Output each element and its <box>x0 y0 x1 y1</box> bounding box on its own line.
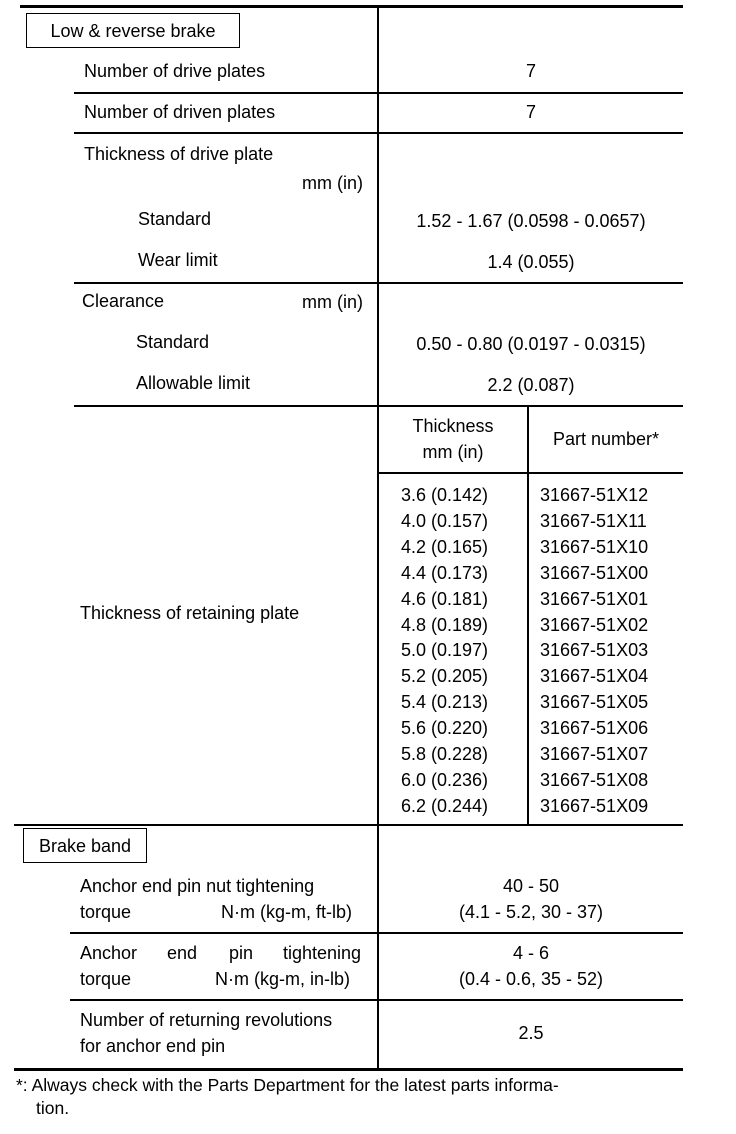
row-divider <box>74 405 683 407</box>
retaining-part-number: 31667-51X08 <box>540 770 649 790</box>
section-divider <box>14 824 683 826</box>
returning-revs-label-line1: Number of returning revolutions <box>80 1010 333 1030</box>
retaining-part-number: 31667-51X05 <box>540 692 649 712</box>
retaining-col-thickness-header: Thickness <box>412 416 494 436</box>
row-divider <box>70 932 683 934</box>
retaining-part-number: 31667-51X04 <box>540 666 649 686</box>
retaining-part-number: 31667-51X10 <box>540 537 649 557</box>
drive-plates-value: 7 <box>525 61 536 81</box>
retaining-thickness-value: 5.2 (0.205) <box>401 666 489 686</box>
subtable-header-divider <box>378 472 683 474</box>
clearance-label: Clearance <box>82 291 165 311</box>
retaining-part-number: 31667-51X01 <box>540 589 649 609</box>
row-divider <box>74 282 683 284</box>
row-divider <box>74 92 683 94</box>
top-rule <box>20 5 683 8</box>
pin-torque-word-anchor: Anchor <box>80 943 138 963</box>
pin-torque-value-line2: (0.4 - 0.6, 35 - 52) <box>458 969 604 989</box>
retaining-plate-label: Thickness of retaining plate <box>80 603 300 623</box>
retaining-thickness-value: 4.2 (0.165) <box>401 537 489 557</box>
subtable-column-divider <box>527 406 529 825</box>
nut-torque-label-unit: N·m (kg-m, ft-lb) <box>221 902 352 922</box>
nut-torque-label-line1: Anchor end pin nut tightening <box>80 876 315 896</box>
retaining-part-number: 31667-51X02 <box>540 615 649 635</box>
row-divider <box>70 999 683 1001</box>
section-title-low-reverse-brake: Low & reverse brake <box>26 13 240 48</box>
pin-torque-word-pin: pin <box>229 943 254 963</box>
retaining-part-number: 31667-51X07 <box>540 744 649 764</box>
clearance-limit-label: Allowable limit <box>136 373 251 393</box>
row-divider <box>74 132 683 134</box>
returning-revs-label-line2: for anchor end pin <box>80 1036 226 1056</box>
retaining-thickness-value: 5.6 (0.220) <box>401 718 489 738</box>
retaining-thickness-value: 6.0 (0.236) <box>401 770 489 790</box>
driven-plates-value: 7 <box>525 102 536 122</box>
clearance-unit: mm (in) <box>302 292 363 312</box>
nut-torque-label-torque: torque <box>80 902 132 922</box>
pin-torque-label-unit: N·m (kg-m, in-lb) <box>215 969 350 989</box>
retaining-part-number: 31667-51X11 <box>540 511 647 531</box>
retaining-col-thickness-unit: mm (in) <box>422 442 484 462</box>
retaining-part-number: 31667-51X06 <box>540 718 649 738</box>
retaining-col-part-header: Part number* <box>552 429 660 449</box>
retaining-thickness-value: 4.4 (0.173) <box>401 563 489 583</box>
drive-plate-wear-label: Wear limit <box>138 250 218 270</box>
retaining-thickness-value: 5.0 (0.197) <box>401 640 489 660</box>
retaining-thickness-value: 5.4 (0.213) <box>401 692 489 712</box>
retaining-thickness-value: 5.8 (0.228) <box>401 744 489 764</box>
retaining-thickness-value: 4.8 (0.189) <box>401 615 489 635</box>
pin-torque-value-line1: 4 - 6 <box>512 943 550 963</box>
retaining-part-number: 31667-51X12 <box>540 485 649 505</box>
footnote-line2: tion. <box>36 1098 70 1118</box>
drive-plates-label: Number of drive plates <box>84 61 266 81</box>
retaining-part-number: 31667-51X00 <box>540 563 649 583</box>
retaining-part-number: 31667-51X09 <box>540 796 649 816</box>
retaining-thickness-value: 4.0 (0.157) <box>401 511 489 531</box>
retaining-thickness-value: 4.6 (0.181) <box>401 589 489 609</box>
retaining-part-number: 31667-51X03 <box>540 640 649 660</box>
nut-torque-value-line2: (4.1 - 5.2, 30 - 37) <box>458 902 604 922</box>
clearance-standard-value: 0.50 - 0.80 (0.0197 - 0.0315) <box>416 334 646 354</box>
drive-plate-wear-value: 1.4 (0.055) <box>487 252 575 272</box>
section-title-brake-band: Brake band <box>23 828 147 863</box>
footnote-line1: *: Always check with the Parts Department for the latest parts informa- <box>16 1075 559 1095</box>
returning-revs-value: 2.5 <box>518 1023 544 1043</box>
drive-plate-standard-label: Standard <box>138 209 212 229</box>
drive-plate-standard-value: 1.52 - 1.67 (0.0598 - 0.0657) <box>416 211 646 231</box>
clearance-limit-value: 2.2 (0.087) <box>487 375 575 395</box>
nut-torque-value-line1: 40 - 50 <box>502 876 560 896</box>
retaining-thickness-value: 3.6 (0.142) <box>401 485 489 505</box>
retaining-thickness-value: 6.2 (0.244) <box>401 796 489 816</box>
pin-torque-word-end: end <box>167 943 198 963</box>
clearance-standard-label: Standard <box>136 332 210 352</box>
pin-torque-word-tightening: tightening <box>283 943 362 963</box>
pin-torque-label-torque: torque <box>80 969 132 989</box>
bottom-rule <box>14 1068 683 1071</box>
drive-plate-thickness-label: Thickness of drive plate <box>84 144 274 164</box>
drive-plate-thickness-unit: mm (in) <box>302 173 363 193</box>
driven-plates-label: Number of driven plates <box>84 102 276 122</box>
